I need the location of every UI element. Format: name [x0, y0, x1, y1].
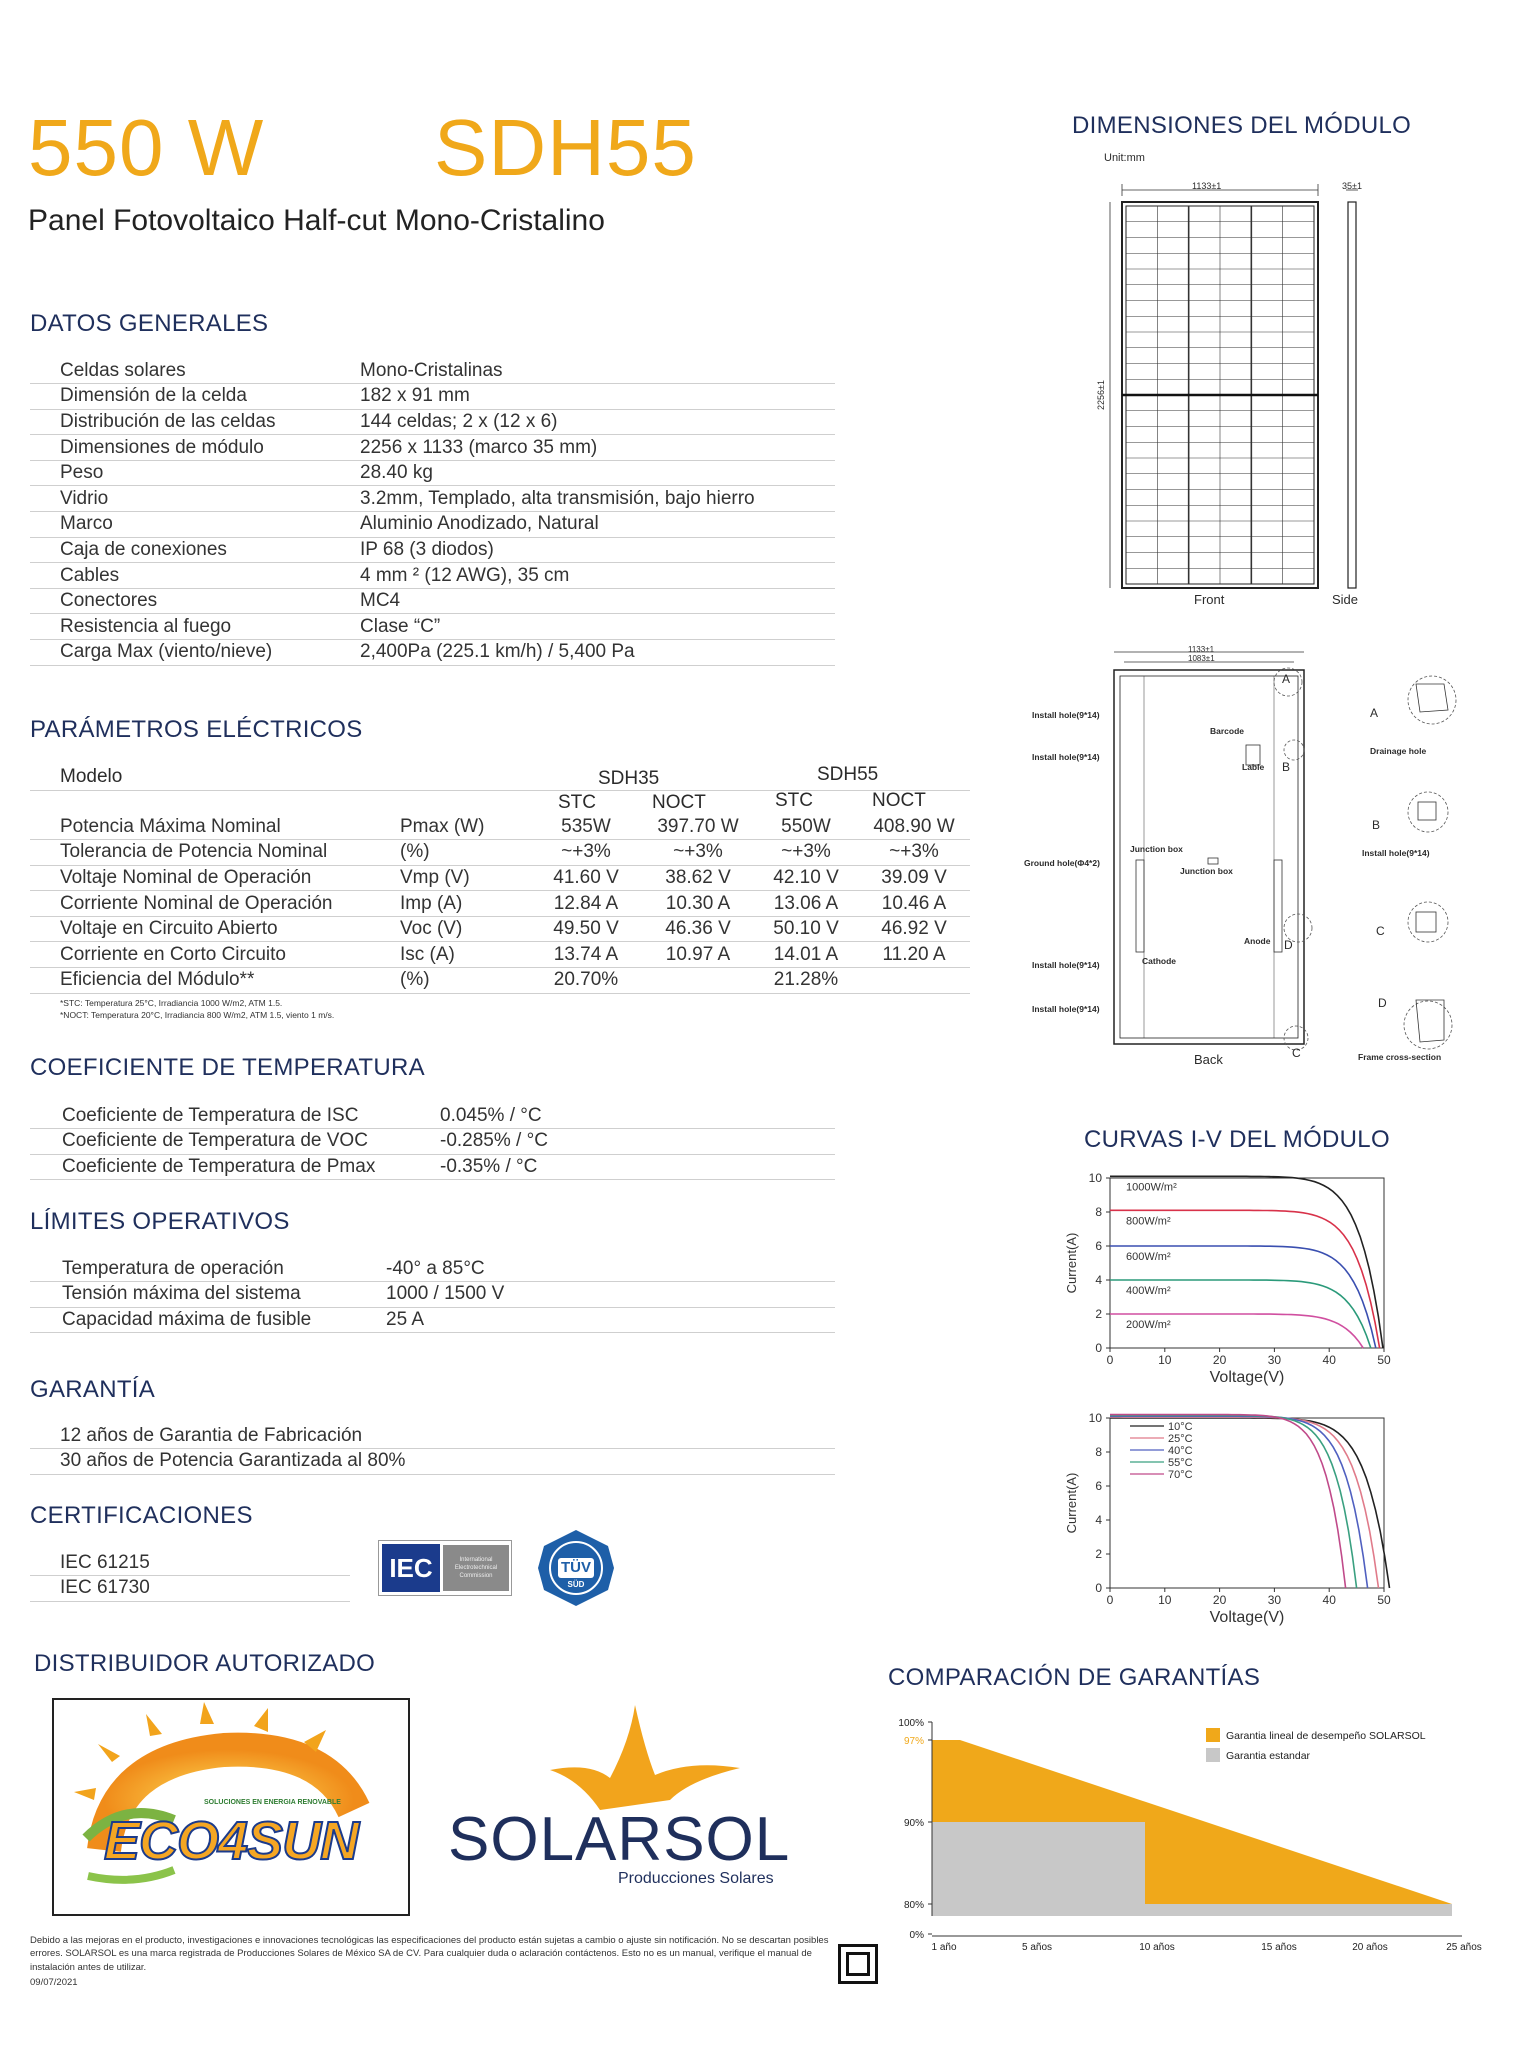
- legend-swatch-solarsol: [1206, 1728, 1220, 1742]
- eco4sun-wordmark: ECO4SUN: [104, 1811, 359, 1871]
- stc-note: *STC: Temperatura 25°C, Irradiancia 1000 W/m2, ATM 1.5.: [60, 998, 283, 1008]
- table-row: [30, 1129, 835, 1155]
- detail-c-marker: C: [1292, 1046, 1301, 1060]
- cell-u: Voc (V): [400, 916, 530, 942]
- y-tick-label: 90%: [903, 1818, 924, 1829]
- model-name: SDH55: [434, 103, 697, 192]
- x-tick-label: 15 años: [1261, 1942, 1297, 1953]
- iec-logo: [378, 1540, 512, 1596]
- y-tick-label: 97%: [903, 1736, 924, 1747]
- table-row: [30, 384, 835, 410]
- solarsol-tagline: Producciones Solares: [618, 1870, 774, 1887]
- stc-label-a: STC: [558, 792, 596, 813]
- unit-label: Unit:mm: [1104, 152, 1145, 164]
- cell-k: Voltaje en Circuito Abierto: [30, 916, 400, 942]
- x-tick-label: 25 años: [1446, 1942, 1482, 1953]
- table-row: [30, 1103, 835, 1129]
- front-side-drawing: [1100, 180, 1400, 610]
- eco4sun-tagline: SOLUCIONES EN ENERGIA RENOVABLE: [204, 1799, 341, 1806]
- cell-u: Pmax (W): [400, 814, 530, 840]
- anode-label: Anode: [1244, 936, 1271, 946]
- datos-generales-table: [30, 358, 835, 666]
- legend-label-estandar: Garantia estandar: [1226, 1750, 1311, 1762]
- noct-note: *NOCT: Temperatura 20°C, Irradiancia 800 W/m2, ATM 1.5, viento 1 m/s.: [60, 1010, 335, 1020]
- x-tick-label: 20: [1212, 1353, 1227, 1367]
- row-key: Temperatura de operación: [30, 1256, 386, 1282]
- row-key: Marco: [30, 512, 360, 538]
- row-value: -0.35% / °C: [440, 1154, 835, 1180]
- table-row: [30, 563, 835, 589]
- cell-u: (%): [400, 840, 530, 866]
- ground-hole-label: Ground hole(Φ4*2): [1024, 858, 1100, 868]
- divider: [30, 790, 970, 791]
- row-value: 2,400Pa (225.1 km/h) / 5,400 Pa: [360, 640, 835, 666]
- row-value: -40° a 85°C: [386, 1256, 835, 1282]
- table-row: [30, 1256, 835, 1282]
- x-tick-label: 40: [1322, 1353, 1336, 1367]
- cell-b2: ~+3%: [858, 840, 970, 866]
- table-row: [30, 588, 835, 614]
- cell-k: Eficiencia del Módulo**: [30, 968, 400, 994]
- x-tick-label: 20 años: [1352, 1942, 1388, 1953]
- tuv-logo: [536, 1528, 616, 1608]
- cell-a2: 46.36 V: [642, 916, 754, 942]
- cell-a1: ~+3%: [530, 840, 642, 866]
- iec-logo-mark: IEC: [382, 1544, 440, 1592]
- row-key: Vidrio: [30, 486, 360, 512]
- y-axis-label: Current(A): [1064, 1232, 1079, 1294]
- row-key: Coeficiente de Temperatura de ISC: [30, 1103, 440, 1129]
- x-tick-label: 20: [1212, 1593, 1227, 1607]
- cell-a1: 49.50 V: [530, 916, 642, 942]
- install-hole-label-3: Install hole(9*14): [1032, 960, 1100, 970]
- legend-label: 70°C: [1168, 1469, 1193, 1481]
- junction-box-label-1: Junction box: [1130, 844, 1183, 854]
- x-tick-label: 50: [1377, 1593, 1391, 1607]
- y-tick-label: 10: [1088, 1411, 1102, 1425]
- detail-a-label: A: [1370, 706, 1379, 720]
- table-row: [30, 435, 835, 461]
- cell-b1: 13.06 A: [754, 891, 858, 917]
- temperatura-table: [30, 1103, 835, 1180]
- section-title-limites-operativos: LÍMITES OPERATIVOS: [30, 1208, 290, 1235]
- section-title-comparacion: COMPARACIÓN DE GARANTÍAS: [888, 1664, 1261, 1691]
- lable-label: Lable: [1242, 762, 1265, 772]
- series-label: 800W/m²: [1126, 1215, 1171, 1228]
- garantia-item: 30 años de Potencia Garantizada al 80%: [30, 1449, 835, 1475]
- eco4sun-logo: [52, 1698, 410, 1916]
- detail-d-marker: D: [1284, 938, 1293, 952]
- garantia-table: [30, 1423, 835, 1475]
- legend-label: 55°C: [1168, 1457, 1193, 1469]
- series-label: 400W/m²: [1126, 1285, 1171, 1297]
- y-tick-label: 2: [1095, 1307, 1102, 1321]
- row-value: 144 celdas; 2 x (12 x 6): [360, 409, 835, 435]
- garantia-item: 12 años de Garantia de Fabricación: [30, 1423, 835, 1449]
- row-key: Carga Max (viento/nieve): [30, 640, 360, 666]
- tuv-logo-text: TÜV: [561, 1559, 591, 1576]
- cell-b1: ~+3%: [754, 840, 858, 866]
- section-title-certificaciones: CERTIFICACIONES: [30, 1502, 253, 1529]
- table-row: [30, 614, 835, 640]
- y-tick-label: 8: [1095, 1205, 1102, 1219]
- table-row: [30, 1576, 350, 1602]
- page-subtitle: Panel Fotovoltaico Half-cut Mono-Cristalino: [28, 204, 605, 237]
- stc-label-b: STC: [775, 790, 813, 811]
- table-row: [30, 968, 970, 994]
- y-tick-label: 0: [1095, 1581, 1102, 1595]
- table-row: [30, 891, 970, 917]
- row-key: Caja de conexiones: [30, 537, 360, 563]
- row-value: 25 A: [386, 1307, 835, 1333]
- cell-k: Potencia Máxima Nominal: [30, 814, 400, 840]
- y-tick-label: 6: [1095, 1239, 1102, 1253]
- section-title-datos-generales: DATOS GENERALES: [30, 310, 269, 337]
- noct-label-b: NOCT: [872, 790, 926, 811]
- warranty-comparison-chart: [880, 1706, 1482, 1953]
- cell-b1: 14.01 A: [754, 942, 858, 968]
- junction-box-label-2: Junction box: [1180, 866, 1233, 876]
- certificacion-item: IEC 61215: [30, 1550, 350, 1576]
- row-key: Tensión máxima del sistema: [30, 1282, 386, 1308]
- detail-b-label: B: [1372, 818, 1381, 832]
- detail-d-label: D: [1378, 996, 1387, 1010]
- row-value: Aluminio Anodizado, Natural: [360, 512, 835, 538]
- cell-k: Voltaje Nominal de Operación: [30, 865, 400, 891]
- detail-c-label: C: [1376, 924, 1385, 938]
- row-value: 182 x 91 mm: [360, 384, 835, 410]
- cell-a2: 397.70 W: [642, 814, 754, 840]
- drainage-hole-label: Drainage hole: [1370, 746, 1427, 756]
- x-tick-label: 10 años: [1139, 1942, 1175, 1953]
- legend-label-solarsol: Garantia lineal de desempeño SOLARSOL: [1226, 1730, 1426, 1742]
- electricos-table: [30, 814, 970, 994]
- cell-a1: 12.84 A: [530, 891, 642, 917]
- install-hole-label-1: Install hole(9*14): [1032, 710, 1100, 720]
- front-width-label: 1133±1: [1192, 181, 1222, 191]
- table-row: [30, 460, 835, 486]
- row-key: Coeficiente de Temperatura de VOC: [30, 1129, 440, 1155]
- section-title-dimensiones: DIMENSIONES DEL MÓDULO: [1072, 112, 1412, 139]
- row-key: Distribución de las celdas: [30, 409, 360, 435]
- legend-label: 10°C: [1168, 1421, 1193, 1433]
- cell-a2: [642, 968, 754, 994]
- section-title-parametros-electricos: PARÁMETROS ELÉCTRICOS: [30, 716, 363, 743]
- front-label: Front: [1194, 592, 1225, 607]
- table-row: [30, 1449, 835, 1475]
- cell-a1: 535W: [530, 814, 642, 840]
- barcode-label: Barcode: [1210, 726, 1245, 736]
- install-hole-label-4: Install hole(9*14): [1032, 1004, 1100, 1014]
- standard-warranty-area: [932, 1822, 1145, 1916]
- detail-a-marker: A: [1282, 672, 1291, 686]
- row-value: 28.40 kg: [360, 460, 835, 486]
- cell-k: Corriente Nominal de Operación: [30, 891, 400, 917]
- y-tick-label: 8: [1095, 1445, 1102, 1459]
- x-tick-label: 30: [1267, 1353, 1282, 1367]
- back-label: Back: [1194, 1052, 1223, 1067]
- legend-label: 40°C: [1168, 1445, 1193, 1457]
- row-key: Celdas solares: [30, 358, 360, 384]
- x-tick-label: 40: [1322, 1593, 1336, 1607]
- cell-a1: 41.60 V: [530, 865, 642, 891]
- cell-u: Vmp (V): [400, 865, 530, 891]
- iv-chart-temperature: [1060, 1400, 1400, 1640]
- cell-u: Imp (A): [400, 891, 530, 917]
- table-row: [30, 640, 835, 666]
- cell-k: Tolerancia de Potencia Nominal: [30, 840, 400, 866]
- model-a-label: SDH35: [598, 768, 660, 789]
- series-label: 200W/m²: [1126, 1319, 1171, 1331]
- table-row: [30, 512, 835, 538]
- cell-b2: 39.09 V: [858, 865, 970, 891]
- table-row: [30, 1307, 835, 1333]
- series-label: 600W/m²: [1126, 1251, 1171, 1263]
- x-tick-label: 1 año: [931, 1942, 957, 1953]
- model-b-label: SDH55: [817, 764, 879, 785]
- row-value: -0.285% / °C: [440, 1129, 835, 1155]
- row-key: Capacidad máxima de fusible: [30, 1307, 386, 1333]
- row-key: Cables: [30, 563, 360, 589]
- table-row: [30, 486, 835, 512]
- solarsol-logo: [440, 1700, 800, 1890]
- table-row: [30, 1423, 835, 1449]
- y-tick-label: 100%: [898, 1718, 924, 1729]
- cell-a1: 13.74 A: [530, 942, 642, 968]
- footer-square-icon: [838, 1944, 878, 1984]
- cell-b2: 408.90 W: [858, 814, 970, 840]
- cell-b2: 10.46 A: [858, 891, 970, 917]
- standard-warranty-area-2: [1145, 1904, 1452, 1916]
- row-value: 0.045% / °C: [440, 1103, 835, 1129]
- iec-logo-text: International Electrotechnical Commission: [443, 1545, 509, 1591]
- row-key: Resistencia al fuego: [30, 614, 360, 640]
- row-value: IP 68 (3 diodos): [360, 537, 835, 563]
- row-value: Clase “C”: [360, 614, 835, 640]
- x-tick-label: 10: [1158, 1593, 1172, 1607]
- row-value: Mono-Cristalinas: [360, 358, 835, 384]
- x-tick-label: 10: [1158, 1353, 1172, 1367]
- cell-k: Corriente en Corto Circuito: [30, 942, 400, 968]
- table-row: [30, 942, 970, 968]
- certificacion-item: IEC 61730: [30, 1576, 350, 1602]
- side-label: Side: [1332, 592, 1359, 607]
- install-hole-side-label: Install hole(9*14): [1362, 848, 1430, 858]
- row-value: 1000 / 1500 V: [386, 1282, 835, 1308]
- legend-swatch-estandar: [1206, 1748, 1220, 1762]
- x-tick-label: 50: [1377, 1353, 1391, 1367]
- cell-a2: 10.30 A: [642, 891, 754, 917]
- tuv-logo-sub: SÜD: [567, 1580, 585, 1589]
- table-row: [30, 1154, 835, 1180]
- cell-u: Isc (A): [400, 942, 530, 968]
- power-rating: 550 W: [28, 103, 265, 192]
- certificaciones-table: [30, 1550, 350, 1602]
- detail-b-marker: B: [1282, 760, 1291, 774]
- row-key: Dimensión de la celda: [30, 384, 360, 410]
- back-inner-width-label: 1083±1: [1188, 654, 1215, 663]
- y-tick-label: 80%: [903, 1900, 924, 1911]
- x-axis-label: Voltage(V): [1209, 1369, 1285, 1386]
- row-key: Coeficiente de Temperatura de Pmax: [30, 1154, 440, 1180]
- table-row: [30, 814, 970, 840]
- series-label: 1000W/m²: [1126, 1181, 1177, 1194]
- y-tick-label: 4: [1095, 1273, 1102, 1287]
- cell-a2: ~+3%: [642, 840, 754, 866]
- y-tick-label: 10: [1088, 1171, 1102, 1185]
- x-tick-label: 5 años: [1021, 1942, 1053, 1953]
- side-thickness-label: 35±1: [1342, 181, 1362, 191]
- cell-b2: 46.92 V: [858, 916, 970, 942]
- table-row: [30, 1282, 835, 1308]
- table-row: [30, 840, 970, 866]
- front-height-label: 2256±1: [1095, 380, 1106, 410]
- y-tick-label: 2: [1095, 1547, 1102, 1561]
- table-row: [30, 865, 970, 891]
- section-title-curvas-iv: CURVAS I-V DEL MÓDULO: [1084, 1126, 1390, 1153]
- x-tick-label: 0: [1106, 1593, 1114, 1607]
- row-key: Dimensiones de módulo: [30, 435, 360, 461]
- noct-label-a: NOCT: [652, 792, 706, 813]
- cell-a1: 20.70%: [530, 968, 642, 994]
- y-axis-label: Current(A): [1064, 1472, 1079, 1534]
- table-row: [30, 916, 970, 942]
- y-tick-label: 6: [1095, 1479, 1102, 1493]
- cell-b1: 42.10 V: [754, 865, 858, 891]
- cell-a2: 38.62 V: [642, 865, 754, 891]
- row-key: Conectores: [30, 588, 360, 614]
- y-tick-label: 4: [1095, 1513, 1102, 1527]
- row-value: 3.2mm, Templado, alta transmisión, bajo hierro: [360, 486, 835, 512]
- iv-chart-irradiance: [1060, 1160, 1400, 1400]
- table-row: [30, 537, 835, 563]
- footer-date: 09/07/2021: [30, 1977, 78, 1988]
- solarsol-wordmark: SOLARSOL: [448, 1805, 791, 1874]
- cell-b2: 11.20 A: [858, 942, 970, 968]
- y-tick-label: 0%: [909, 1930, 924, 1941]
- modelo-label: Modelo: [60, 766, 123, 787]
- row-value: MC4: [360, 588, 835, 614]
- section-title-distribuidor: DISTRIBUIDOR AUTORIZADO: [34, 1650, 376, 1677]
- cell-a2: 10.97 A: [642, 942, 754, 968]
- legend-label: 25°C: [1168, 1433, 1193, 1445]
- limites-table: [30, 1256, 835, 1333]
- section-title-coeficiente-temperatura: COEFICIENTE DE TEMPERATURA: [30, 1054, 425, 1081]
- y-tick-label: 0: [1095, 1341, 1102, 1355]
- x-tick-label: 30: [1267, 1593, 1282, 1607]
- section-title-garantia: GARANTÍA: [30, 1376, 156, 1403]
- table-row: [30, 1550, 350, 1576]
- x-tick-label: 0: [1106, 1353, 1114, 1367]
- back-width-label: 1133±1: [1188, 645, 1215, 654]
- row-value: 2256 x 1133 (marco 35 mm): [360, 435, 835, 461]
- cell-b2: [858, 968, 970, 994]
- row-value: 4 mm ² (12 AWG), 35 cm: [360, 563, 835, 589]
- table-row: [30, 409, 835, 435]
- cell-b1: 21.28%: [754, 968, 858, 994]
- cathode-label: Cathode: [1142, 956, 1176, 966]
- install-hole-label-2: Install hole(9*14): [1032, 752, 1100, 762]
- cell-b1: 550W: [754, 814, 858, 840]
- x-axis-label: Voltage(V): [1209, 1609, 1285, 1626]
- cell-b1: 50.10 V: [754, 916, 858, 942]
- cell-u: (%): [400, 968, 530, 994]
- frame-cross-section-label: Frame cross-section: [1358, 1052, 1442, 1062]
- table-row: [30, 358, 835, 384]
- disclaimer-text: Debido a las mejoras en el producto, investigaciones e innovaciones tecnológicas las especificaciones del producto están sujetas a cambio o ajuste sin notificación. No se descartan posibles errores. SOLARSOL es una marca registrada de Producciones Solares de México SA de CV. Para cualquier duda o aclaración contáctenos. Esto no es un manual, verifique el manual de instalación antes de utilizar.: [30, 1935, 829, 1973]
- row-key: Peso: [30, 460, 360, 486]
